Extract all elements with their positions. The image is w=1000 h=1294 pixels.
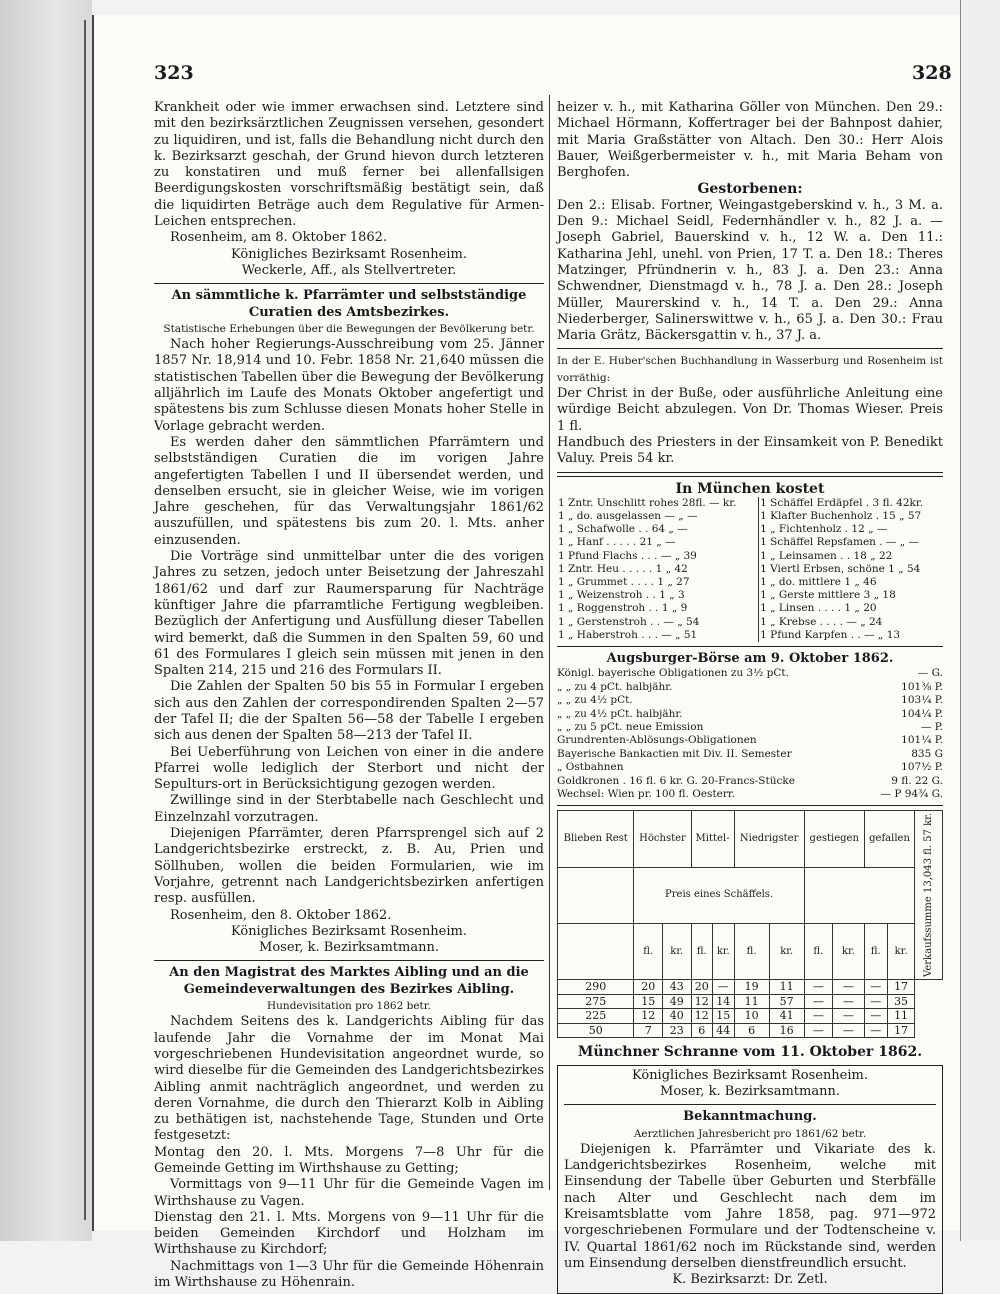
grain-header: gestiegen — [804, 811, 864, 867]
bourse-row — [557, 694, 943, 707]
grain-cell: 11 — [887, 1009, 914, 1024]
notice-title: Bekanntmachung. — [683, 1109, 817, 1125]
grain-cell: — — [833, 980, 865, 995]
paragraph: Nachdem Seitens des k. Landgerichts Aibling für das laufende Jahr die Vornahme der im Monat Mai vorgeschriebenen Hundevisitation angeordnet wurde, so wird dieselbe für die Gemeinden des Landgerichtsbezirkes Aibling anmit nachträglich angeordnet, und werden zu deren Vornahme, die durch den Thierarzt Kolb in Aibling zu bethätigen ist, nachstehende Tage, Stunden und Orte festgesetzt: — [154, 1014, 544, 1144]
grain-header: Blieben Rest — [558, 811, 634, 867]
bourse-quote: — G. — [917, 667, 943, 680]
ad-book: Der Christ in der Buße, oder ausführliche Anleitung eine würdige Beicht abzulegen. Von Dr. Thomas Wieser. Preis 1 fl. — [557, 386, 943, 434]
grain-cell: 40 — [662, 1009, 691, 1024]
grain-cell: 50 — [558, 1023, 634, 1038]
grain-cell: 20 — [691, 980, 713, 995]
grain-cell: 16 — [769, 1023, 804, 1038]
grain-cell: — — [804, 1009, 832, 1024]
bourse-security: Wechsel: Wien pr. 100 fl. Oesterr. — [557, 788, 736, 801]
bourse-row — [557, 734, 943, 747]
grain-cell: — — [864, 980, 887, 995]
grain-cell: 41 — [769, 1009, 804, 1024]
bourse-quote: — P 94¾ G. — [880, 788, 943, 801]
grain-cell: — — [833, 1023, 865, 1038]
grain-cell: — — [864, 1009, 887, 1024]
bourse-row — [557, 721, 943, 734]
bourse-row — [557, 761, 943, 774]
grain-header: Mittel- — [691, 811, 734, 867]
price-row — [557, 550, 943, 563]
grain-cell: 10 — [734, 1009, 769, 1024]
bourse-quote: 101¼ P. — [901, 734, 943, 747]
grain-cell: — — [864, 1023, 887, 1038]
paragraph: Die Zahlen der Spalten 50 bis 55 in Formular I ergeben sich aus den Zahlen der correspondirenden Spalten 2—57 der Tafel II; die der Spalten 56—58 der Tabelle I ergeben sich aus denen der Spalten 58—213 der Tafel II. — [154, 679, 544, 744]
paragraph: Die Vorträge sind unmittelbar unter die des vorigen Jahres zu setzen, jedoch unter Beisetzung der Jahreszahl 1861/62 und darf zur Raumersparung für Nachträge künftiger Jahre die pfarramtliche Fertigung wegbleiben. Bezüglich der Anfertigung und Ausfüllung dieser Tabellen wird bemerkt, daß die Summen in den Spalten 59, 60 und 61 des Formulares I gleich sein müssen mit jenen in den Spalten 214, 215 und 216 des Formulars II. — [154, 549, 544, 679]
bourse-title: Augsburger-Börse am 9. Oktober 1862. — [606, 651, 894, 667]
grain-cell: 12 — [691, 994, 713, 1009]
marriages-text: heizer v. h., mit Katharina Göller von München. Den 29.: Michael Hörmann, Koffertrager bei der Bahnpost dahier, mit Maria Graßstätter von Altach. Den 30.: Herr Alois Bauer, Weißgerbermeister v. h., mit Maria Beham von Berghofen. — [557, 100, 943, 181]
bourse-security: „ „ zu 4½ pCt. halbjähr. — [557, 707, 683, 720]
grain-unit: kr. — [833, 924, 865, 980]
grain-cell: — — [804, 994, 832, 1009]
bourse-security: „ „ zu 4½ pCt. — [557, 694, 633, 707]
bourse-quote: 101⅜ P. — [901, 680, 943, 693]
price-item: 1 „ do. ausgelassen — „ — — [558, 510, 698, 523]
price-item: 1 „ do. mittlere 1 „ 46 — [759, 576, 943, 589]
bourse-security: „ „ zu 4 pCt. halbjähr. — [557, 680, 673, 693]
section-subject: Hundevisitation pro 1862 betr. — [267, 1000, 431, 1013]
grain-unit: kr. — [713, 924, 735, 980]
grain-cell: 12 — [634, 1009, 663, 1024]
grain-cell: 23 — [662, 1023, 691, 1038]
price-row — [557, 536, 943, 549]
grain-cell: 6 — [691, 1023, 713, 1038]
notice-text: Diejenigen k. Pfarrämter und Vikariate des k. Landgerichtsbezirkes Rosenheim, welche mit Einsendung der Tabelle über Geburten und Sterbfälle nach Alter und Geschlecht nach dem im Kreisamtsblatte vom Jahre 1858, pag. 971—972 vorgeschriebenen Formulare und der Todtenscheine v. IV. Quartal 1861/62 noch im Rückstande sind, werden um Einsendung derselben dienstfreundlich ersucht. — [564, 1141, 936, 1271]
price-row — [557, 510, 943, 523]
grain-unit: kr. — [887, 924, 914, 980]
grain-cell: — — [864, 994, 887, 1009]
office-name: Königliches Bezirksamt Rosenheim. — [632, 1067, 868, 1083]
grain-unit: fl. — [864, 924, 887, 980]
bourse-table — [557, 667, 943, 801]
price-item: 1 „ Haberstroh . . . — „ 51 — [558, 628, 698, 641]
deaths-heading: Gestorbenen: — [697, 181, 803, 198]
signer: Moser, k. Bezirksamtmann. — [259, 940, 439, 956]
bourse-security: Königl. bayerische Obligationen zu 3½ pCt. — [557, 667, 789, 680]
paragraph: Nach hoher Regierungs-Ausschreibung vom 25. Jänner 1857 Nr. 18,914 und 10. Febr. 1858 Nr. 21,640 müssen die statistischen Tabellen über die Bewegung der Bevölkerung alljährlich im Laufe des Monats Oktober angefertigt und spätestens bis zum Schlusse diesen Monats hoher Stelle in Vorlage gebracht werden. — [154, 337, 544, 434]
schedule-item: Montag den 20. l. Mts. Morgens 7—8 Uhr für die Gemeinde Getting im Wirthshause zu Getting; — [154, 1144, 544, 1176]
price-row — [557, 497, 943, 510]
paragraph: Bei Ueberführung von Leichen von einer in die andere Pfarrei wolle lediglich der Sterbort und nicht der Sepulturs-ort in Berücksichtigung gezogen werden. — [154, 744, 544, 793]
grain-cell: 7 — [634, 1023, 663, 1038]
price-item: 1 „ Hanf . . . . . 21 „ — — [558, 536, 676, 549]
divider — [557, 472, 943, 477]
notice-box — [557, 1065, 943, 1294]
grain-cell: 6 — [734, 1023, 769, 1038]
grain-row — [558, 1009, 943, 1024]
schedule-item: Vormittags von 9—11 Uhr für die Gemeinde Vagen im Wirthshause zu Vagen. — [154, 1177, 544, 1209]
grain-price-table — [557, 810, 943, 1038]
left-column — [154, 100, 544, 1291]
price-row — [557, 576, 943, 589]
grain-cell: 19 — [734, 980, 769, 995]
grain-cell: 20 — [634, 980, 663, 995]
grain-cell: 15 — [713, 1009, 735, 1024]
price-item: 1 „ Grummet . . . . 1 „ 27 — [558, 576, 690, 589]
page-number-right: 328 — [912, 62, 952, 84]
grain-cell: — — [833, 994, 865, 1009]
office-name: Königliches Bezirksamt Rosenheim. — [231, 923, 467, 939]
price-item: 1 Pfund Karpfen . . — „ 13 — [759, 629, 943, 642]
grain-row — [558, 994, 943, 1009]
divider — [154, 283, 544, 284]
bourse-row — [557, 681, 943, 694]
price-item: 1 „ Roggenstroh . . 1 „ 9 — [558, 602, 688, 615]
notice-subject: Aerztlichen Jahresbericht pro 1861/62 betr. — [633, 1127, 867, 1140]
binding-margin — [0, 0, 92, 1241]
bourse-security: „ Ostbahnen — [557, 761, 624, 774]
bourse-quote: 107½ P. — [901, 761, 943, 774]
grain-header: Niedrigster — [734, 811, 804, 867]
grain-cell: 275 — [558, 994, 634, 1009]
price-item: 1 „ Fichtenholz . 12 „ — — [759, 523, 943, 536]
bourse-security: Grundrenten-Ablösungs-Obligationen — [557, 734, 757, 747]
grain-cell: 49 — [662, 994, 691, 1009]
notice-signer: K. Bezirksarzt: Dr. Zetl. — [672, 1272, 828, 1288]
grain-cell: 11 — [769, 980, 804, 995]
grain-unit: kr. — [662, 924, 691, 980]
place-date: Rosenheim, am 8. Oktober 1862. — [170, 230, 388, 246]
price-row — [557, 629, 943, 642]
divider — [564, 1104, 936, 1105]
bourse-quote: 9 fl. 22 G. — [891, 774, 943, 787]
bourse-quote: 835 G — [911, 747, 943, 760]
section-title: An sämmtliche k. Pfarrämter und selbstständige Curatien des Amtsbezirkes. — [171, 288, 527, 320]
market-prices-table — [557, 497, 943, 642]
column-divider — [549, 95, 550, 1190]
grain-cell: 15 — [634, 994, 663, 1009]
office-name: Königliches Bezirksamt Rosenheim. — [231, 246, 467, 262]
grain-cell: 17 — [887, 980, 914, 995]
grain-cell: 17 — [887, 1023, 914, 1038]
price-row — [557, 616, 943, 629]
grain-unit: fl. — [634, 924, 663, 980]
grain-cell: 35 — [887, 994, 914, 1009]
grain-cell: 290 — [558, 980, 634, 995]
grain-subheader: Preis eines Schäffels. — [634, 867, 804, 923]
price-row — [557, 602, 943, 615]
grain-cell: 43 — [662, 980, 691, 995]
divider — [154, 960, 544, 961]
price-item: 1 Zntr. Unschlitt rohes 28fl. — kr. — [558, 496, 737, 509]
bourse-row — [557, 667, 943, 680]
bourse-security: Goldkronen . 16 fl. 6 kr. G. 20-Francs-Stücke — [557, 774, 795, 787]
bourse-row — [557, 748, 943, 761]
grain-unit: kr. — [769, 924, 804, 980]
ad-book: Handbuch des Priesters in der Einsamkeit von P. Benedikt Valuy. Preis 54 kr. — [557, 434, 943, 467]
price-item: 1 „ Schafwolle . . 64 „ — — [558, 523, 688, 536]
price-item: 1 Zntr. Heu . . . . . 1 „ 42 — [558, 562, 688, 575]
price-item: 1 „ Gerste mittlere 3 „ 18 — [759, 589, 943, 602]
price-item: 1 „ Gerstenstroh . . — „ 54 — [558, 615, 700, 628]
grain-header: gefallen — [864, 811, 915, 867]
paragraph: Diejenigen Pfarrämter, deren Pfarrsprengel sich auf 2 Landgerichtsbezirke erstreckt, z. B. Au, Prien und Söllhuben, wollen die beiden Formularien, wie im Vorjahre, getrennt nach Landgerichtsbezirken anfertigen resp. ausfüllen. — [154, 826, 544, 907]
schedule-item: Nachmittags von 1—3 Uhr für die Gemeinde Höhenrain im Wirthshause zu Höhenrain. — [154, 1258, 544, 1291]
ad-intro: In der E. Huber'schen Buchhandlung in Wasserburg und Rosenheim ist vorräthig: — [557, 355, 943, 384]
paragraph: Zwillinge sind in der Sterbtabelle nach Geschlecht und Einzelnzahl vorzutragen. — [154, 793, 544, 825]
grain-header: Höchster — [634, 811, 691, 867]
bourse-quote: 104¼ P. — [901, 707, 943, 720]
grain-cell: — — [804, 1023, 832, 1038]
grain-row — [558, 1023, 943, 1038]
bourse-security: Bayerische Bankactien mit Div. II. Semester — [557, 747, 792, 760]
grain-unit: fl. — [691, 924, 713, 980]
divider — [557, 646, 943, 647]
deaths-text: Den 2.: Elisab. Fortner, Weingastgeberskind v. h., 3 M. a. Den 9.: Michael Seidl, Federnhändler v. h., 82 J. a. — Joseph Gabriel, Bauerskind v. h., 12 W. a. Den 11.: Katharina Jehl, unehl. von Prien, 17 T. a. Den 18.: Theres Matzinger, Pfründnerin v. h., 83 J. a. Den 23.: Anna Schwendner, Dienstmagd v. h., 78 J. a. Den 28.: Joseph Müller, Maurerskind v. h., 14 T. a. Den 29.: Anna Niederberger, Salinerswittwe v. h., 65 J. a. Den 30.: Frau Maria Grätz, Bäckersgattin v. h., 37 J. a. — [557, 197, 943, 344]
price-item: 1 „ Weizenstroh . . 1 „ 3 — [558, 589, 685, 602]
schranne-heading: Münchner Schranne vom 11. Oktober 1862. — [577, 1044, 923, 1061]
price-row — [557, 589, 943, 602]
price-item: 1 Viertl Erbsen, schöne 1 „ 54 — [759, 563, 943, 576]
right-column — [557, 100, 943, 1294]
price-item: 1 „ Linsen . . . . 1 „ 20 — [759, 602, 943, 615]
prices-title: In München kostet — [675, 480, 825, 497]
grain-cell: 14 — [713, 994, 735, 1009]
price-item: 1 „ Leinsamen . . 18 „ 22 — [759, 550, 943, 563]
divider — [557, 348, 943, 349]
price-row — [557, 523, 943, 536]
grain-side-label: Verkaufssumme 13,043 fl. 57 kr. — [915, 811, 943, 980]
price-item: 1 „ Krebse . . . . — „ 24 — [759, 616, 943, 629]
adjacent-page-edge — [960, 0, 1000, 1241]
bourse-quote: — P. — [920, 720, 943, 733]
intro-paragraph: Krankheit oder wie immer erwachsen sind. Letztere sind mit den bezirksärztlichen Zeugnissen versehen, gesondert zu liquidiren, und ist, falls die Behandlung nicht durch den k. Bezirksarzt geschah, der Grund hievon durch letzteren zu konstatiren und muß ferner bei allenfallsigen Beerdigungskosten vorschriftsmäßig bestätigt sein, daß die liquidirten Beträge auch dem Regulative für Armen-Leichen entsprechen. — [154, 100, 544, 230]
schedule-item: Dienstag den 21. l. Mts. Morgens von 9—11 Uhr für die beiden Gemeinden Kirchdorf und Holzham im Wirthshause zu Kirchdorf; — [154, 1209, 544, 1258]
bourse-row — [557, 775, 943, 788]
place-date: Rosenheim, den 8. Oktober 1862. — [170, 907, 392, 923]
paragraph: Es werden daher den sämmtlichen Pfarrämtern und selbstständigen Curatien die im vorigen Jahre angefertigten Tabellen I und II übersendet werden, und denselben ersucht, sie in gleicher Weise, wie im vorigen Jahre geschehen, für das Verwaltungsjahr 1861/62 auszufüllen, und spätestens bis zum 20. l. Mts. anher einzusenden. — [154, 434, 544, 548]
page-number-left: 323 — [154, 62, 194, 84]
signer: Moser, k. Bezirksamtmann. — [660, 1083, 840, 1099]
bourse-row — [557, 788, 943, 801]
grain-cell: 12 — [691, 1009, 713, 1024]
grain-row — [558, 980, 943, 995]
price-row — [557, 563, 943, 576]
section-subject: Statistische Erhebungen über die Bewegungen der Bevölkerung betr. — [163, 322, 535, 335]
grain-unit: fl. — [734, 924, 769, 980]
grain-cell: — — [833, 1009, 865, 1024]
grain-cell: 11 — [734, 994, 769, 1009]
price-item: 1 Schäffel Repsfamen . — „ — — [759, 536, 943, 549]
divider — [557, 805, 943, 806]
grain-cell: 57 — [769, 994, 804, 1009]
bourse-row — [557, 708, 943, 721]
grain-cell: 225 — [558, 1009, 634, 1024]
bourse-security: „ „ zu 5 pCt. neue Emission — [557, 720, 704, 733]
price-item: 1 Klafter Buchenholz . 15 „ 57 — [759, 510, 943, 523]
signer: Weckerle, Aff., als Stellvertreter. — [241, 262, 457, 278]
price-item: 1 Schäffel Erdäpfel . 3 fl. 42kr. — [759, 497, 943, 510]
grain-cell: — — [713, 980, 735, 995]
bourse-quote: 103¼ P. — [901, 694, 943, 707]
price-item: 1 Pfund Flachs . . . — „ 39 — [558, 549, 697, 562]
grain-cell: 44 — [713, 1023, 735, 1038]
section-title: An den Magistrat des Marktes Aibling und an die Gemeindeverwaltungen des Bezirkes Aibling. — [169, 965, 529, 997]
grain-cell: — — [804, 980, 832, 995]
grain-unit: fl. — [804, 924, 832, 980]
